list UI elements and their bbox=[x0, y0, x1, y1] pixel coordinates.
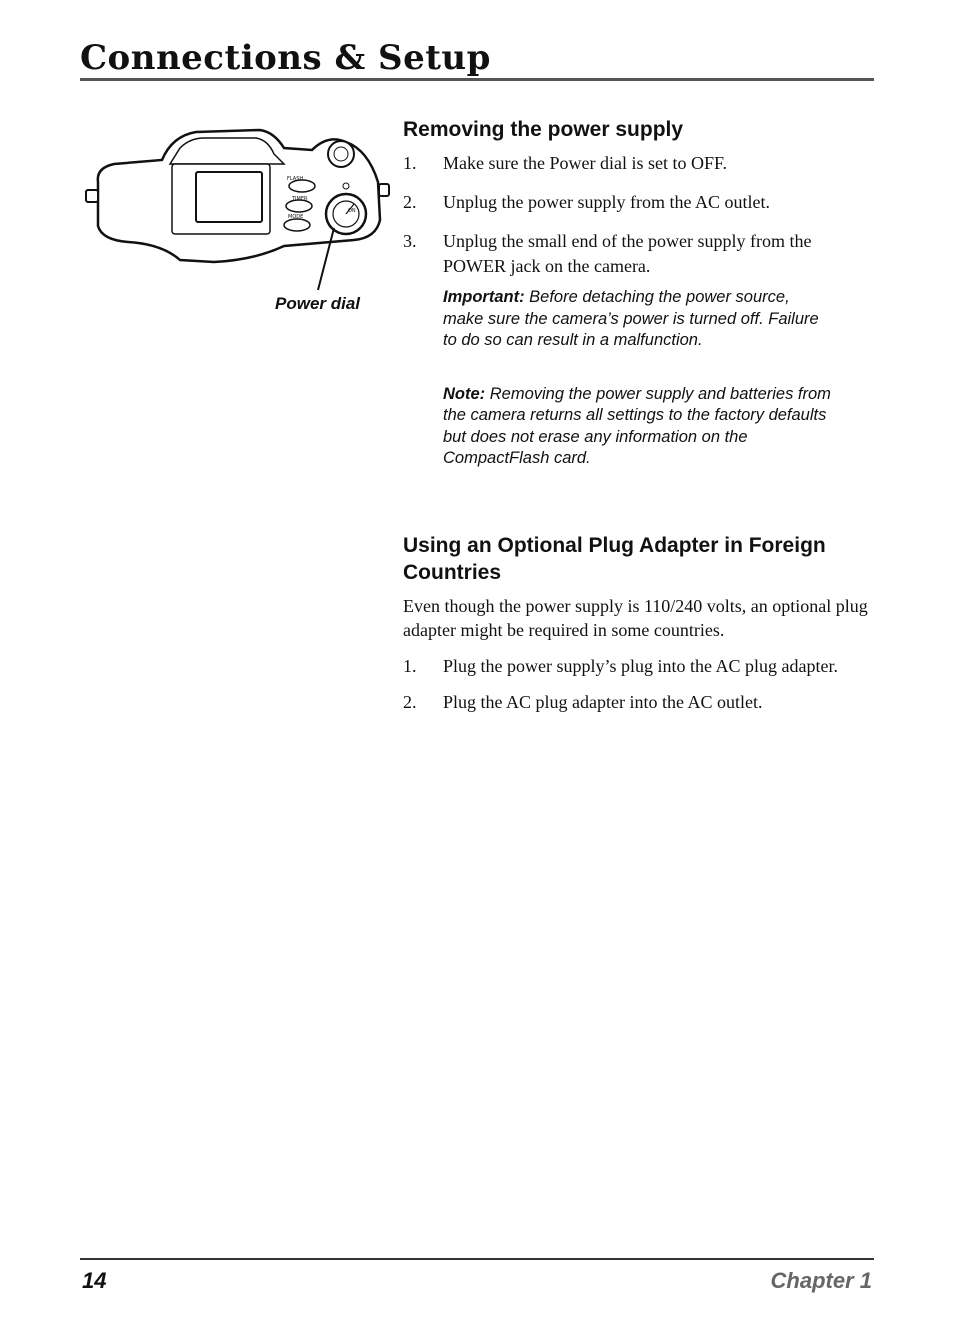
mode-button bbox=[284, 219, 310, 231]
list-item bbox=[403, 690, 875, 714]
step-text: Unplug the small end of the power supply from the POWER jack on the camera. bbox=[443, 231, 812, 276]
footer-divider bbox=[80, 1258, 874, 1260]
chapter-label: Chapter 1 bbox=[770, 1268, 872, 1293]
right-strap-lug bbox=[379, 184, 389, 196]
important-callout bbox=[443, 287, 833, 352]
step-number: 2. bbox=[403, 192, 417, 212]
section-heading-removing-power-supply: Removing the power supply bbox=[403, 118, 684, 141]
main-content bbox=[403, 116, 875, 728]
indicator-led bbox=[343, 183, 349, 189]
step-number: 1. bbox=[403, 655, 417, 676]
step-text: Plug the AC plug adapter into the AC outlet. bbox=[443, 691, 763, 712]
camera-illustration bbox=[84, 120, 394, 320]
list-item bbox=[403, 190, 875, 215]
camera-top-view-icon bbox=[84, 120, 394, 320]
figure-button-label: FLASH bbox=[287, 176, 304, 182]
header-divider bbox=[80, 78, 874, 81]
note-text: Removing the power supply and batteries from the camera returns all settings to the factory defaults but does not erase any information on the CompactFlash card. bbox=[443, 384, 831, 467]
important-text: Before detaching the power source, make sure the camera’s power is turned off. Failure to do so can result in a malfunction. bbox=[443, 288, 819, 349]
list-item bbox=[403, 229, 875, 279]
figure-button-label: TIMER bbox=[292, 196, 308, 202]
page-number: 14 bbox=[82, 1268, 107, 1293]
section-heading-plug-adapter: Using an Optional Plug Adapter in Foreign Countries bbox=[403, 533, 826, 584]
note-label: Note: bbox=[443, 384, 486, 403]
step-number: 3. bbox=[403, 231, 417, 251]
step-text: Make sure the Power dial is set to OFF. bbox=[443, 153, 728, 173]
section-intro-paragraph: Even though the power supply is 110/240 volts, an optional plug adapter might be required in some countries. bbox=[403, 595, 868, 640]
page-title: Connections & Setup bbox=[80, 38, 491, 78]
list-item bbox=[403, 654, 875, 678]
power-dial-label-on: ON bbox=[348, 208, 356, 214]
important-label: Important: bbox=[443, 288, 525, 306]
shutter-button-inner bbox=[334, 147, 348, 161]
note-callout bbox=[443, 384, 833, 470]
step-text: Plug the power supply’s plug into the AC plug adapter. bbox=[443, 655, 838, 676]
lcd-screen bbox=[196, 172, 262, 222]
list-item bbox=[403, 151, 875, 176]
left-strap-lug bbox=[86, 190, 98, 202]
step-number: 1. bbox=[403, 153, 417, 173]
step-text: Unplug the power supply from the AC outlet. bbox=[443, 192, 770, 212]
power-dial-caption: Power dial bbox=[275, 294, 361, 313]
figure-button-label: MODE bbox=[288, 214, 304, 220]
step-number: 2. bbox=[403, 691, 417, 712]
